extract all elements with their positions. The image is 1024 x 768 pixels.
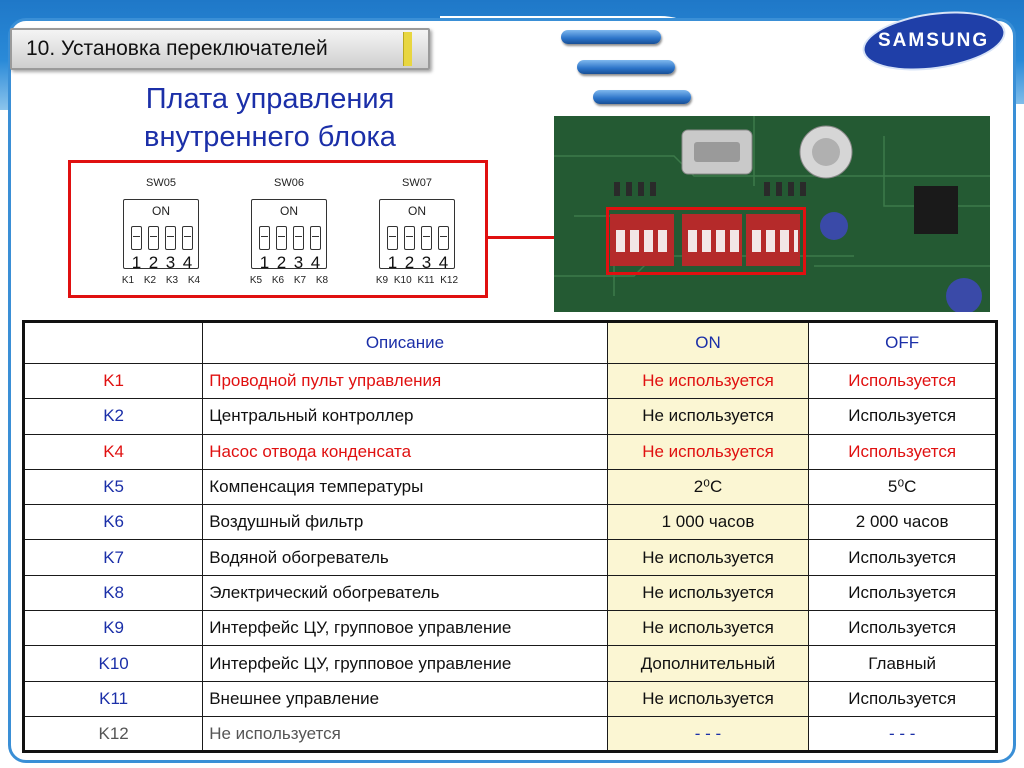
row-off-value: 2 000 часов bbox=[809, 505, 997, 540]
k-label: K10 bbox=[393, 275, 412, 286]
row-off-value: Главный bbox=[809, 646, 997, 681]
dip-knob bbox=[148, 226, 159, 250]
switch-name: SW05 bbox=[146, 177, 176, 189]
k-label: K1 bbox=[121, 275, 135, 286]
k-label: K3 bbox=[165, 275, 179, 286]
slide-title-box bbox=[10, 28, 430, 70]
row-key: K6 bbox=[24, 505, 203, 540]
dip-number: 1 bbox=[259, 253, 270, 272]
row-key: K7 bbox=[24, 540, 203, 575]
row-on-value: - - - bbox=[607, 716, 809, 751]
row-off-value: Используется bbox=[809, 399, 997, 434]
dip-knob bbox=[165, 226, 176, 250]
row-off-value: Используется bbox=[809, 540, 997, 575]
switch-sw05 bbox=[117, 177, 205, 297]
switch-on-label: ON bbox=[152, 204, 170, 218]
k-label: K4 bbox=[187, 275, 201, 286]
table-row bbox=[24, 469, 997, 504]
decorative-bar-1 bbox=[561, 30, 661, 44]
switch-on-label: ON bbox=[408, 204, 426, 218]
row-key: K8 bbox=[24, 575, 203, 610]
table-row bbox=[24, 575, 997, 610]
row-key: K4 bbox=[24, 434, 203, 469]
header-on: ON bbox=[607, 322, 809, 364]
header-key bbox=[24, 322, 203, 364]
dip-knob bbox=[421, 226, 432, 250]
row-key: K11 bbox=[24, 681, 203, 716]
dip-knob bbox=[276, 226, 287, 250]
row-off-value: Используется bbox=[809, 575, 997, 610]
switch-name: SW07 bbox=[402, 177, 432, 189]
table-row bbox=[24, 399, 997, 434]
dip-knob bbox=[310, 226, 321, 250]
switch-sw06 bbox=[245, 177, 333, 297]
dip-knob bbox=[131, 226, 142, 250]
row-off-value: Используется bbox=[809, 364, 997, 399]
switch-knobs bbox=[384, 226, 452, 252]
dip-number: 2 bbox=[404, 253, 415, 272]
table-row bbox=[24, 540, 997, 575]
dip-knob bbox=[182, 226, 193, 250]
switch-body bbox=[379, 199, 455, 272]
board-subtitle bbox=[100, 80, 440, 156]
switch-numbers bbox=[256, 253, 324, 273]
row-description: Воздушный фильтр bbox=[203, 505, 607, 540]
dip-knob bbox=[293, 226, 304, 250]
switch-k-labels bbox=[245, 275, 333, 286]
dip-number: 3 bbox=[421, 253, 432, 272]
subtitle-line-2: внутреннего блока bbox=[144, 121, 396, 153]
k-label: K12 bbox=[440, 275, 459, 286]
subtitle-line-1: Плата управления bbox=[145, 83, 395, 115]
dip-number: 3 bbox=[165, 253, 176, 272]
row-on-value: Не используется bbox=[607, 575, 809, 610]
row-description: Компенсация температуры bbox=[203, 469, 607, 504]
row-on-value: Не используется bbox=[607, 399, 809, 434]
row-key: K5 bbox=[24, 469, 203, 504]
dip-number: 1 bbox=[131, 253, 142, 272]
table-row bbox=[24, 611, 997, 646]
dip-number: 4 bbox=[438, 253, 449, 272]
switch-numbers bbox=[384, 253, 452, 273]
switch-name: SW06 bbox=[274, 177, 304, 189]
dip-number: 4 bbox=[310, 253, 321, 272]
decorative-bar-3 bbox=[593, 90, 691, 104]
table-row bbox=[24, 434, 997, 469]
dip-knob bbox=[438, 226, 449, 250]
k-label: K8 bbox=[315, 275, 329, 286]
dip-knob bbox=[259, 226, 270, 250]
pcb-switch-highlight bbox=[606, 207, 806, 275]
k-label: K11 bbox=[417, 275, 435, 286]
dip-number: 1 bbox=[387, 253, 398, 272]
row-on-value: Дополнительный bbox=[607, 646, 809, 681]
dip-knob bbox=[387, 226, 398, 250]
k-label: K2 bbox=[143, 275, 157, 286]
table-row bbox=[24, 716, 997, 751]
dip-knob bbox=[404, 226, 415, 250]
row-description: Центральный контроллер bbox=[203, 399, 607, 434]
row-description: Внешнее управление bbox=[203, 681, 607, 716]
row-key: K2 bbox=[24, 399, 203, 434]
decorative-bar-2 bbox=[577, 60, 675, 74]
row-description: Насос отвода конденсата bbox=[203, 434, 607, 469]
switch-knobs bbox=[256, 226, 324, 252]
switch-sw07 bbox=[373, 177, 461, 297]
dip-number: 4 bbox=[182, 253, 193, 272]
row-on-value: Не используется bbox=[607, 434, 809, 469]
switch-diagram bbox=[68, 160, 488, 298]
row-on-value: Не используется bbox=[607, 364, 809, 399]
table-row bbox=[24, 646, 997, 681]
row-key: K12 bbox=[24, 716, 203, 751]
switch-body bbox=[251, 199, 327, 272]
k-label: K6 bbox=[271, 275, 285, 286]
table-row bbox=[24, 681, 997, 716]
table-row bbox=[24, 364, 997, 399]
k-label: K9 bbox=[375, 275, 389, 286]
row-key: K9 bbox=[24, 611, 203, 646]
switch-k-labels bbox=[117, 275, 205, 286]
dip-number: 2 bbox=[148, 253, 159, 272]
table-row bbox=[24, 505, 997, 540]
row-description: Интерфейс ЦУ, групповое управление bbox=[203, 646, 607, 681]
row-key: K1 bbox=[24, 364, 203, 399]
row-on-value: Не используется bbox=[607, 611, 809, 646]
switch-knobs bbox=[128, 226, 196, 252]
row-off-value: Используется bbox=[809, 611, 997, 646]
row-off-value: - - - bbox=[809, 716, 997, 751]
row-description: Проводной пульт управления bbox=[203, 364, 607, 399]
switch-on-label: ON bbox=[280, 204, 298, 218]
row-off-value: Используется bbox=[809, 434, 997, 469]
title-accent-bar bbox=[403, 32, 412, 66]
switch-k-labels bbox=[373, 275, 461, 286]
row-on-value: 2⁰C bbox=[607, 469, 809, 504]
row-description: Электрический обогреватель bbox=[203, 575, 607, 610]
dip-number: 2 bbox=[276, 253, 287, 272]
switch-numbers bbox=[128, 253, 196, 273]
slide-title: 10. Установка переключателей bbox=[26, 37, 328, 60]
row-description: Водяной обогреватель bbox=[203, 540, 607, 575]
table-header-row bbox=[24, 322, 997, 364]
row-key: K10 bbox=[24, 646, 203, 681]
dip-number: 3 bbox=[293, 253, 304, 272]
switch-body bbox=[123, 199, 199, 272]
k-label: K5 bbox=[249, 275, 263, 286]
row-description: Не используется bbox=[203, 716, 607, 751]
row-on-value: Не используется bbox=[607, 681, 809, 716]
header-description: Описание bbox=[203, 322, 607, 364]
k-label: K7 bbox=[293, 275, 307, 286]
header-off: OFF bbox=[809, 322, 997, 364]
row-on-value: Не используется bbox=[607, 540, 809, 575]
brand-name: SAMSUNG bbox=[878, 30, 990, 51]
row-on-value: 1 000 часов bbox=[607, 505, 809, 540]
switch-settings-table bbox=[22, 320, 998, 753]
row-off-value: 5⁰C bbox=[809, 469, 997, 504]
row-off-value: Используется bbox=[809, 681, 997, 716]
row-description: Интерфейс ЦУ, групповое управление bbox=[203, 611, 607, 646]
